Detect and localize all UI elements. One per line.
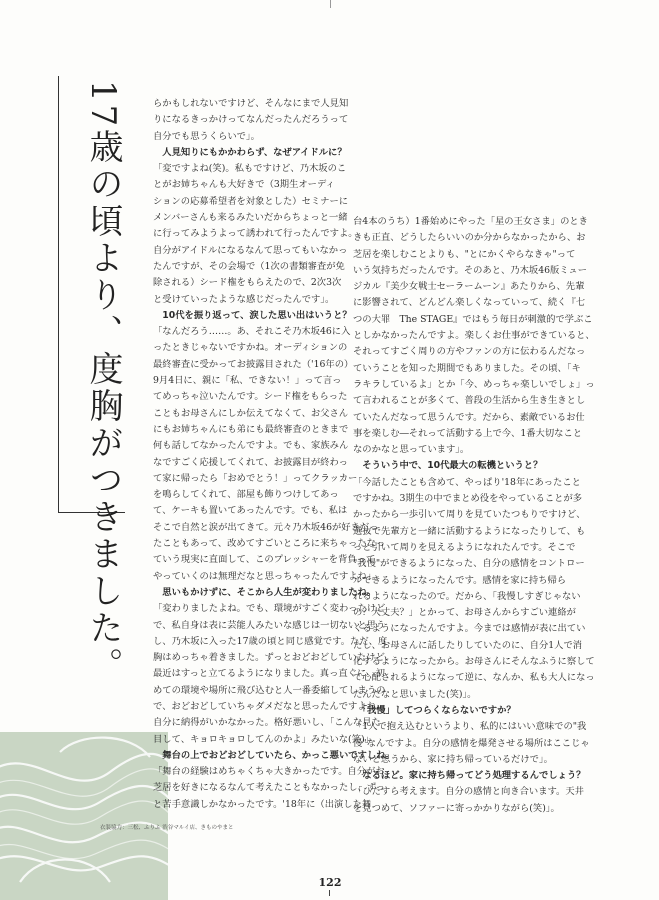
text-line: たし、お母さんに話したりしていたのに、自分1人で消 [353, 639, 583, 651]
text-line: 「変わりましたよね。でも、環境がすごく変わったけど [153, 603, 386, 615]
text-line: なですごく応援してくれて、お披露目が終わっ [153, 456, 348, 468]
text-line: に影響されて、どんどん楽しくなっていって、続く『七 [353, 297, 586, 309]
interview-question: 思いもかけずに、そこから人生が変わりましたね。 [153, 586, 377, 598]
swirl-pattern [0, 732, 168, 900]
text-line: 「なんだろう……。あ、それこそ乃木坂46に入 [153, 326, 351, 338]
text-line: ルできるようになったんです。感情を家に持ち帰ら [353, 574, 567, 586]
text-line: を見つめて、ソファーに寄っかかりながら(笑)」。 [353, 802, 560, 814]
text-line: としかなかったんですよ。楽しくお仕事ができていると、 [353, 330, 595, 342]
text-line: かったから一歩引いて周りを見ていたつもりですけど、 [353, 509, 586, 521]
text-line: ていたんだなって思うんです。だから、素敵でいるお仕 [353, 411, 585, 423]
text-line: たんですが、その会場で（1次の書類審査が免 [153, 260, 345, 272]
text-line: 事を楽しむ―それって活動する上で今、1番大切なこと [353, 427, 583, 439]
article-title: 17歳の頃より、度胸がつきました。 [83, 80, 123, 685]
decorative-panel [0, 732, 168, 900]
page-number-tick [329, 890, 330, 896]
text-line: 「ひたすら考えます。自分の感情と向き合います。天井 [353, 786, 584, 798]
text-line: 自分に納得がいかなかった。格好悪いし、「こんな見た [153, 717, 381, 729]
interview-question: なるほど。家に持ち帰ってどう処理するんでしょう？ [353, 770, 586, 782]
text-line: で、私自身は表に芸能人みたいな感じは一切ないと思う [153, 619, 386, 631]
wardrobe-credit: 衣装協力：三松、ふりふ 渋谷マルイ店、きものやまと [100, 825, 234, 831]
text-line: メンバーさんも来るみたいだからちょっと一緒 [153, 212, 348, 224]
text-line: 慢"なんですよ。自分の感情を爆発させる場所はここじゃ [353, 737, 590, 749]
text-line: らかもしれないですけど、そんなにまで人見知 [153, 98, 349, 109]
text-line: 「舞台の経験はめちゃくちゃ大きかったです。自分がお [153, 766, 385, 778]
text-line: 最近はすっと立てるようになりました。真っ直ぐに。初 [153, 668, 385, 680]
text-line: 何も話してなかったんですよ。でも、家族みん [153, 440, 349, 452]
text-line: ラキラしているよ」とか「今、めっちゃ楽しいでしょ」っ [353, 378, 595, 390]
page-number: 122 [318, 876, 342, 889]
text-line: に行ってみようよって誘われて行ったんですよ。 [153, 228, 358, 240]
text-line: "我慢"ができるようになった、自分の感情をコントロー [353, 558, 585, 570]
interview-question: 舞台の上でおどおどしていたら、かっこ悪いですしね。 [153, 749, 395, 761]
text-line: ジカル『美少女戦士セーラームーン』あたりから、先輩 [353, 281, 585, 293]
text-line: なのかなと思っています」。 [353, 444, 470, 456]
text-line: 「1人で抱え込むというより、私的にはいい意味での"我 [353, 721, 587, 733]
text-line: で、おどおどしていちゃダメだなと思ったんですよね。 [153, 700, 386, 712]
text-line: りになるきっかけってなんだったんだろうって [153, 114, 349, 126]
text-line: 選抜で先輩方と一緒に活動するようになったりして、も [353, 525, 586, 537]
text-line: し、乃木坂に入った17歳の頃と同じ感覚です。ただ、度 [153, 635, 388, 647]
text-line: 台4本のうち）1番始めにやった「星の王女さま」のとき [353, 216, 588, 227]
text-line: と受けていったような感じだったんです」。 [153, 293, 335, 305]
text-line: っと引いて周りを見えるようになれたんです。そこで [353, 541, 576, 553]
text-line: て心配されるようになって逆に、なんか、私も大人になっ [353, 672, 595, 684]
text-line: の？大丈夫？」とかって、お母さんからすごい連絡が [353, 607, 576, 619]
text-line: 自分がアイドルになるなんて思ってもいなかっ [153, 244, 348, 256]
text-line: ったときじゃないですかね。オーディションの [153, 342, 348, 354]
text-line: きも正直、どうしたらいいのか分からなかったから、お [353, 232, 586, 244]
interview-question: 「我慢」してつらくならないですか？ [353, 704, 516, 716]
text-line: めての環境や場所に飛び込むと人一番委縮してしまうの [153, 684, 386, 696]
text-line: ションの応募希望者を対象とした）セミナーに [153, 195, 349, 207]
text-line: 除される）シード権をもらえたので、2次3次 [153, 277, 342, 289]
text-line: そこで自然と涙が出てきて。元々乃木坂46が好きだっ [153, 521, 379, 533]
text-line: てめっちゃ泣いたんです。シード権をもらった [153, 391, 348, 403]
interview-question: 人見知りにもかかわらず、なぜアイドルに？ [153, 146, 347, 158]
interview-question: そういう中で、10代最大の転機というと？ [353, 460, 543, 472]
text-line: 自分でも思うくらいで」。 [153, 130, 260, 142]
text-line: ですかね。3期生の中でまとめ役をやっていることが多 [353, 493, 583, 505]
text-line: くるようになったんですよ。今までは感情が表に出てい [353, 623, 586, 635]
text-column-2 [353, 214, 595, 817]
text-line: 胸はめっちゃ着きました。ずっとおどおどしていたけど、 [153, 652, 395, 664]
text-line: ないと思うから、家に持ち帰っているだけで」。 [353, 753, 553, 765]
text-line: 化するようになったから。お母さんにそんなふうに察して [353, 656, 595, 668]
text-line: やっていくのは無理だなと思っちゃったんですよね」。 [153, 570, 381, 582]
text-line: 「変ですよね(笑)。私もですけど、乃木坂のこ [153, 163, 347, 175]
text-line: 芝居を好きになるなんて考えたこともなかったし、ずっ [153, 782, 385, 794]
text-line: とがお姉ちゃんも大好きで（3期生オーディ [153, 179, 335, 191]
text-line: ていうことを知った期間でもありました。その頃、「キ [353, 362, 581, 374]
text-line: たこともあって、改めてすごいところに来ちゃったなっ [153, 538, 386, 550]
text-line: れるようになったので。だから、「我慢しすぎじゃない [353, 590, 581, 602]
fold-mark [330, 0, 331, 8]
text-line: 目して、キョロキョロしてんのかよ」みたいな(笑)」。 [153, 733, 379, 745]
text-line: て言われることが多くて、普段の生活から生き生きとし [353, 395, 586, 407]
text-line: ていう現実に直面して、このプレッシャーを背負って [153, 554, 376, 566]
text-line: と苦手意識しかなかったです。'18年に（出演した舞 [153, 798, 372, 810]
text-line: て家に帰ったら「おめでとう！」ってクラッカー [153, 472, 358, 484]
text-line: 9月4日に、親に「私、できない！」って言っ [153, 375, 342, 387]
text-line: 芝居を楽しむことよりも、"とにかくやらなきゃ"って [353, 248, 576, 260]
text-line: それってすごく周りの方やファンの方に伝わるんだなっ [353, 346, 586, 358]
text-line: たんだなと思いました(笑)」。 [353, 688, 477, 700]
text-line: つの大罪 The STAGE』ではもう毎日が刺激的で学ぶこ [353, 313, 593, 325]
text-line: を鳴らしてくれて、部屋も飾りつけしてあっ [153, 489, 339, 501]
text-line: て、ケーキも置いてあったんです。でも、私は [153, 505, 348, 517]
interview-question: 10代を振り返って、涙した思い出はいうと？ [153, 309, 352, 321]
text-line: 「今話したことも含めて、やっぱり'18年にあったこと [353, 476, 581, 488]
text-line: 最終審査に受かってお披露目された（'16年の） [153, 358, 354, 370]
text-line: にもお姉ちゃんにも弟にも最終審査のときまで [153, 423, 349, 435]
text-line: こともお母さんにしか伝えてなくて、お父さん [153, 407, 349, 419]
text-line: いう気持ちだったんです。そのあと、乃木坂46版ミュー [353, 264, 588, 276]
